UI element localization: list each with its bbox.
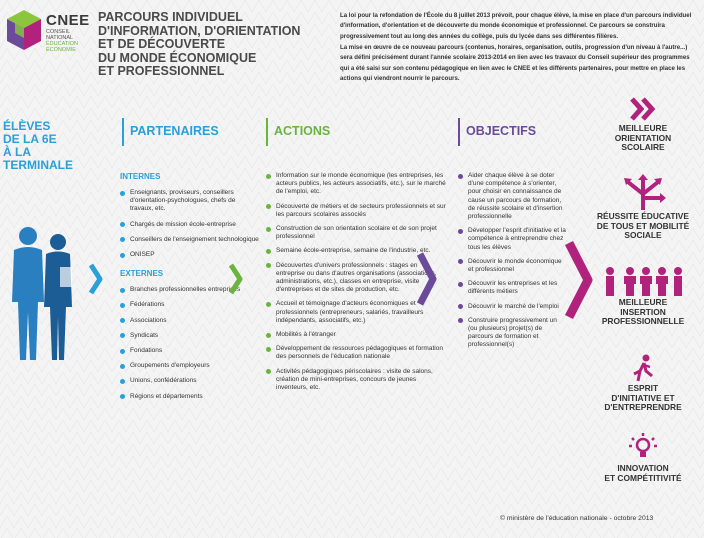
list-item: Développer l'esprit d'initiative et la compétence à entreprendre chez tous les élèves — [458, 227, 568, 252]
list-item: Découverte de métiers et de secteurs professionnels et sur les parcours scolaires associés — [266, 203, 446, 219]
partenaires-divider — [122, 118, 124, 146]
list-item: Accueil et témoignage d'acteurs économiques et professionnels (entrepreneurs, salariés, travailleurs indépendants, associatifs, etc.) — [266, 300, 446, 325]
list-item: Découvrir le monde économique et professionnel — [458, 258, 568, 274]
list-item: Régions et départements — [120, 393, 260, 401]
cnee-logo-icon — [5, 8, 43, 52]
list-item: Fédérations — [120, 301, 260, 309]
list-item: Découvertes d'univers professionnels : stages en entreprise ou dans d'autres organisations (associations, administrations, etc.), classes en entreprise, visite d'entreprises et de sites de production, etc. — [266, 262, 446, 295]
list-item: Unions, confédérations — [120, 377, 260, 385]
objectifs-list — [458, 172, 568, 350]
intro-paragraph-1: La loi pour la refondation de l'École du 8 juillet 2013 prévoit, pour chaque élève, la mise en place d'un parcours individuel d'information, d'orientation et de découverte du monde économique et professionnel. Ce parcours se construira progressivement tout au long des années du collège, puis du lycée dans ses différentes filières. — [340, 12, 692, 40]
double-chevron-icon — [629, 96, 657, 122]
internes-heading: INTERNES — [120, 172, 161, 181]
logo-title: CNEE — [46, 12, 90, 29]
list-item: Développement de ressources pédagogiques et formation des personnels de l'éducation nationale — [266, 345, 446, 361]
list-item: Semaine école-entreprise, semaine de l'industrie, etc. — [266, 247, 446, 255]
chevron-right-icon — [88, 262, 104, 296]
people-icon — [602, 266, 684, 296]
actions-heading: ACTIONS — [274, 124, 331, 138]
objectifs-heading: OBJECTIFS — [466, 124, 537, 138]
partenaires-heading: PARTENAIRES — [130, 124, 219, 138]
list-item: Activités pédagogiques périscolaires : visite de salons, création de mini-entreprises, concours de jeunes inventeurs, etc. — [266, 368, 446, 393]
chevron-right-icon — [416, 250, 438, 308]
externes-heading: EXTERNES — [120, 269, 164, 279]
logo-subtitle: CONSEIL NATIONAL ÉDUCATION ÉCONOMIE — [46, 29, 78, 53]
intro-paragraph-2: La mise en œuvre de ce nouveau parcours (contenus, horaires, organisation, outils, progression d'un niveau à l'autre...) sera défini précisément durant l'année scolaire 2013-2014 en lien avec les travaux du Conseil supérieur des programmes qui a été saisi sur son contenu pédagogique en lien avec le CNEE et les différents partenaires, pour mettre en place les actions qui viendront nourrir le parcours. — [340, 43, 690, 82]
list-item: Mobilités à l'étranger — [266, 331, 446, 339]
chevron-right-icon — [228, 262, 244, 296]
result-insertion: MEILLEURE INSERTION PROFESSIONNELLE — [588, 266, 698, 327]
students-icon — [8, 222, 78, 362]
list-item: Aider chaque élève à se doter d'une compétence à s'orienter, pour choisir en connaissance de cause un parcours de formation, de réussite scolaire et d'insertion professionnelle — [458, 172, 568, 221]
list-item: Associations — [120, 317, 260, 325]
copyright: © ministère de l'éducation nationale - octobre 2013 — [500, 515, 654, 522]
list-item: Conseillers de l'enseignement technologique — [120, 236, 260, 244]
list-item: Découvrir le marché de l'emploi — [458, 303, 568, 311]
actions-divider — [266, 118, 268, 146]
result-esprit: ESPRIT D'INITIATIVE ET D'ENTREPRENDRE — [588, 354, 698, 413]
list-item: Information sur le monde économique (les entreprises, les acteurs publics, les acteurs associatifs, etc.), sur le marché de l'emploi, etc. — [266, 172, 446, 197]
list-item: ONISEP — [120, 251, 260, 259]
eleves-heading: ÉLÈVES DE LA 6E À LA TERMINALE — [3, 119, 73, 172]
result-innovation: INNOVATION ET COMPÉTITIVITÉ — [588, 432, 698, 483]
runner-icon — [630, 354, 656, 382]
list-item: Construction de son orientation scolaire et de son projet professionnel — [266, 225, 446, 241]
objectifs-divider — [458, 118, 460, 146]
list-item: Chargés de mission école-entreprise — [120, 221, 260, 229]
list-item: Enseignants, proviseurs, conseillers d'orientation-psychologues, chefs de travaux, etc. — [120, 189, 260, 214]
lightbulb-icon — [628, 432, 658, 462]
list-item: Syndicats — [120, 332, 260, 340]
list-item: Groupements d'employeurs — [120, 362, 260, 370]
result-orientation: MEILLEURE ORIENTATION SCOLAIRE — [588, 96, 698, 153]
intro-text — [340, 11, 700, 85]
list-item: Branches professionnelles entreprises — [120, 286, 260, 294]
list-item: Construire progressivement un (ou plusieurs) projet(s) de parcours de formation et professionnel(s) — [458, 317, 568, 350]
result-reussite: RÉUSSITE ÉDUCATIVE DE TOUS ET MOBILITÉ SOCIALE — [588, 174, 698, 241]
list-item: Découvrir les entreprises et les différents métiers — [458, 280, 568, 296]
list-item: Fondations — [120, 347, 260, 355]
page-title: PARCOURS INDIVIDUEL D'INFORMATION, D'ORIENTATION ET DE DÉCOUVERTE DU MONDE ÉCONOMIQUE ET PROFESSIONNEL — [98, 10, 301, 78]
arrows-icon — [620, 174, 666, 210]
